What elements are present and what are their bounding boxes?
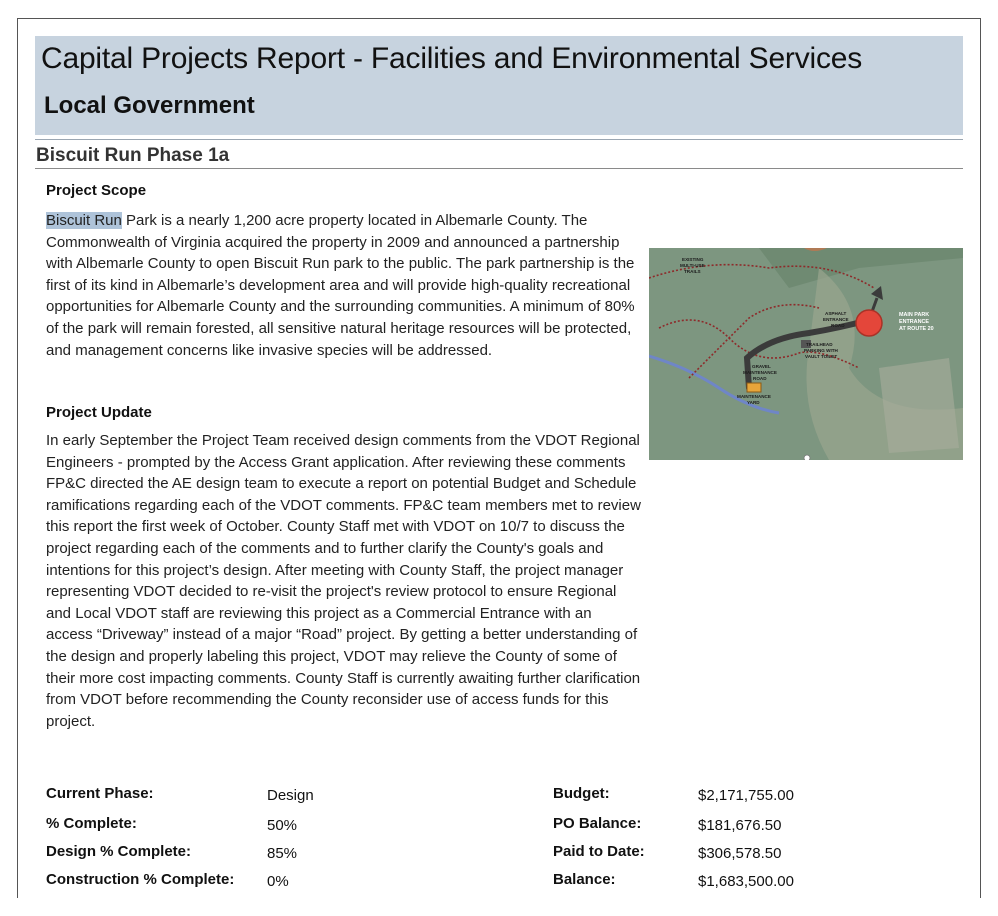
stat-label-paid-to-date: Paid to Date: bbox=[553, 843, 645, 860]
map-label: PARKING WITH bbox=[804, 348, 838, 353]
map-label: GRAVEL bbox=[752, 364, 771, 369]
project-update-text: In early September the Project Team received design comments from the VDOT Regional Engineers - prompted by the Access Grant application. After reviewing these comments FP&C directed the AE design team to execute a report on potential Budget and Schedule ramifications regarding each of the VDOT comments. FP&C team members met to review this report the first week of October. County Staff met with VDOT on 10/7 to discuss the project regarding each of the comments and to further clarify the County's goals and intentions for this project’s design. After meeting with County Staff, the project manager representing VDOT decided to re-visit the project's review protocol to ensure Regional and Local VDOT staff are reviewing this project as a Commercial Entrance with an access “Driveway” instead of a major “Road” project. By getting a better understanding of the design and properly labeling this project, VDOT may relieve the County of some of their more cost impacting comments. County Staff is currently awaiting further clarification from VDOT before recommending the County reconsider use of access funds for this project. bbox=[46, 432, 641, 730]
map-label: ROAD bbox=[831, 323, 845, 328]
stat-value-design-complete: 85% bbox=[267, 845, 298, 862]
report-title: Capital Projects Report - Facilities and Environmental Services bbox=[41, 42, 863, 75]
map-label: MAINTENANCE bbox=[737, 394, 771, 399]
stat-value-balance: $1,683,500.00 bbox=[698, 873, 794, 890]
stat-label-percent-complete: % Complete: bbox=[46, 815, 137, 832]
divider bbox=[35, 168, 963, 169]
map-developed-area bbox=[879, 358, 959, 453]
stat-label-current-phase: Current Phase: bbox=[46, 785, 154, 802]
divider bbox=[35, 139, 963, 140]
image-resize-handle bbox=[804, 455, 810, 460]
project-update-heading: Project Update bbox=[46, 404, 152, 421]
stat-label-construction-complete: Construction % Complete: bbox=[46, 871, 235, 888]
map-label: EXISTING bbox=[682, 257, 704, 262]
map-label: TRAILS bbox=[684, 269, 701, 274]
stat-label-balance: Balance: bbox=[553, 871, 616, 888]
stat-label-budget: Budget: bbox=[553, 785, 610, 802]
project-name: Biscuit Run Phase 1a bbox=[36, 145, 230, 166]
map-label: TRAILHEAD bbox=[806, 342, 833, 347]
site-map-image bbox=[649, 248, 963, 460]
map-label: MAIN PARK bbox=[899, 312, 930, 318]
search-highlight: Biscuit Run bbox=[46, 212, 122, 229]
stat-value-paid-to-date: $306,578.50 bbox=[698, 845, 782, 862]
map-label: YARD bbox=[747, 400, 760, 405]
stat-label-design-complete: Design % Complete: bbox=[46, 843, 192, 860]
stat-value-budget: $2,171,755.00 bbox=[698, 787, 794, 804]
map-label: VAULT TOILET bbox=[805, 354, 838, 359]
map-label: MULTI-USE bbox=[680, 263, 705, 268]
stat-value-construction-complete: 0% bbox=[267, 873, 289, 890]
report-subtitle: Local Government bbox=[44, 92, 255, 119]
map-maintenance-yard bbox=[747, 383, 761, 392]
project-scope-heading: Project Scope bbox=[46, 182, 147, 199]
project-scope-body: Park is a nearly 1,200 acre property located in Albemarle County. The Commonwealth of Virginia acquired the property in 2009 and announced a partnership with Albemarle County to open Biscuit Run park to the public. The park partnership is the first of its kind in Albemarle’s development area and will provide high-quality recreational opportunities for Albemarle County and the surrounding communities. A minimum of 80% of the park will remain forested, all sensitive natural heritage resources will be protected, and management concerns like invasive species will be addressed. bbox=[46, 212, 635, 359]
map-label: ENTRANCE bbox=[823, 317, 849, 322]
project-scope-text bbox=[46, 210, 642, 361]
map-label: ENTRANCE bbox=[899, 319, 929, 325]
map-label: ROAD bbox=[753, 376, 767, 381]
map-main-entrance-marker bbox=[856, 310, 882, 336]
stat-value-percent-complete: 50% bbox=[267, 817, 298, 834]
map-label: MAINTENANCE bbox=[743, 370, 777, 375]
map-label: ASPHALT bbox=[825, 311, 847, 316]
stat-value-current-phase: Design bbox=[267, 787, 314, 804]
stat-label-po-balance: PO Balance: bbox=[553, 815, 642, 832]
stat-value-po-balance: $181,676.50 bbox=[698, 817, 782, 834]
map-label: AT ROUTE 20 bbox=[899, 326, 934, 332]
